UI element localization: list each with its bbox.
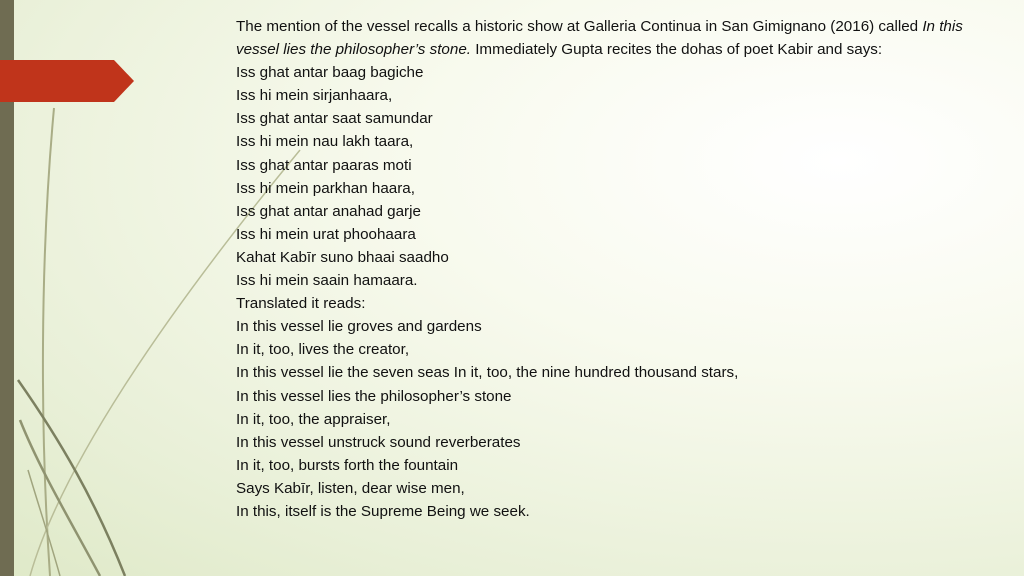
translation-line: In this vessel lie the seven seas In it, too, the nine hundred thousand stars,: [236, 364, 739, 382]
poem-line: Iss hi mein sirjanhaara,: [236, 87, 393, 105]
poem-line: Iss ghat antar anahad garje: [236, 202, 421, 220]
translation-line: In this, itself is the Supreme Being we seek.: [236, 502, 530, 520]
poem-line: Iss ghat antar baag bagiche: [236, 64, 424, 82]
translation-block: [236, 315, 976, 523]
poem-line: Iss hi mein saain hamaara.: [236, 272, 418, 290]
translation-line: Says Kabīr, listen, dear wise men,: [236, 479, 465, 497]
accent-arrow-shape: [0, 60, 134, 102]
intro-text-part2: Immediately Gupta recites the dohas of poet Kabir and says:: [470, 41, 883, 59]
poem-line: Iss hi mein urat phoohaara: [236, 225, 416, 243]
translation-heading: Translated it reads:: [236, 295, 366, 313]
poem-block: [236, 61, 976, 292]
exhibition-title: In this vessel lies the philosopher’s stone.: [236, 18, 963, 59]
translation-line: In this vessel lies the philosopher’s stone: [236, 387, 512, 405]
translation-line: In this vessel unstruck sound reverberates: [236, 433, 521, 451]
translation-line: In it, too, the appraiser,: [236, 410, 391, 428]
poem-line: Iss ghat antar paaras moti: [236, 156, 412, 174]
intro-text-part1: The mention of the vessel recalls a historic show at Galleria Continua in San Gimignano (2016) called: [236, 18, 923, 35]
poem-line: Iss ghat antar saat samundar: [236, 110, 433, 128]
translation-line: In it, too, bursts forth the fountain: [236, 456, 459, 474]
poem-line: Kahat Kabīr suno bhaai saadho: [236, 248, 449, 266]
poem-line: Iss hi mein parkhan haara,: [236, 179, 415, 197]
translation-line: In this vessel lie groves and gardens: [236, 318, 482, 336]
translation-line: In it, too, lives the creator,: [236, 341, 410, 359]
slide-text-body: [236, 15, 976, 523]
intro-paragraph: [236, 15, 976, 61]
poem-line: Iss hi mein nau lakh taara,: [236, 133, 414, 151]
